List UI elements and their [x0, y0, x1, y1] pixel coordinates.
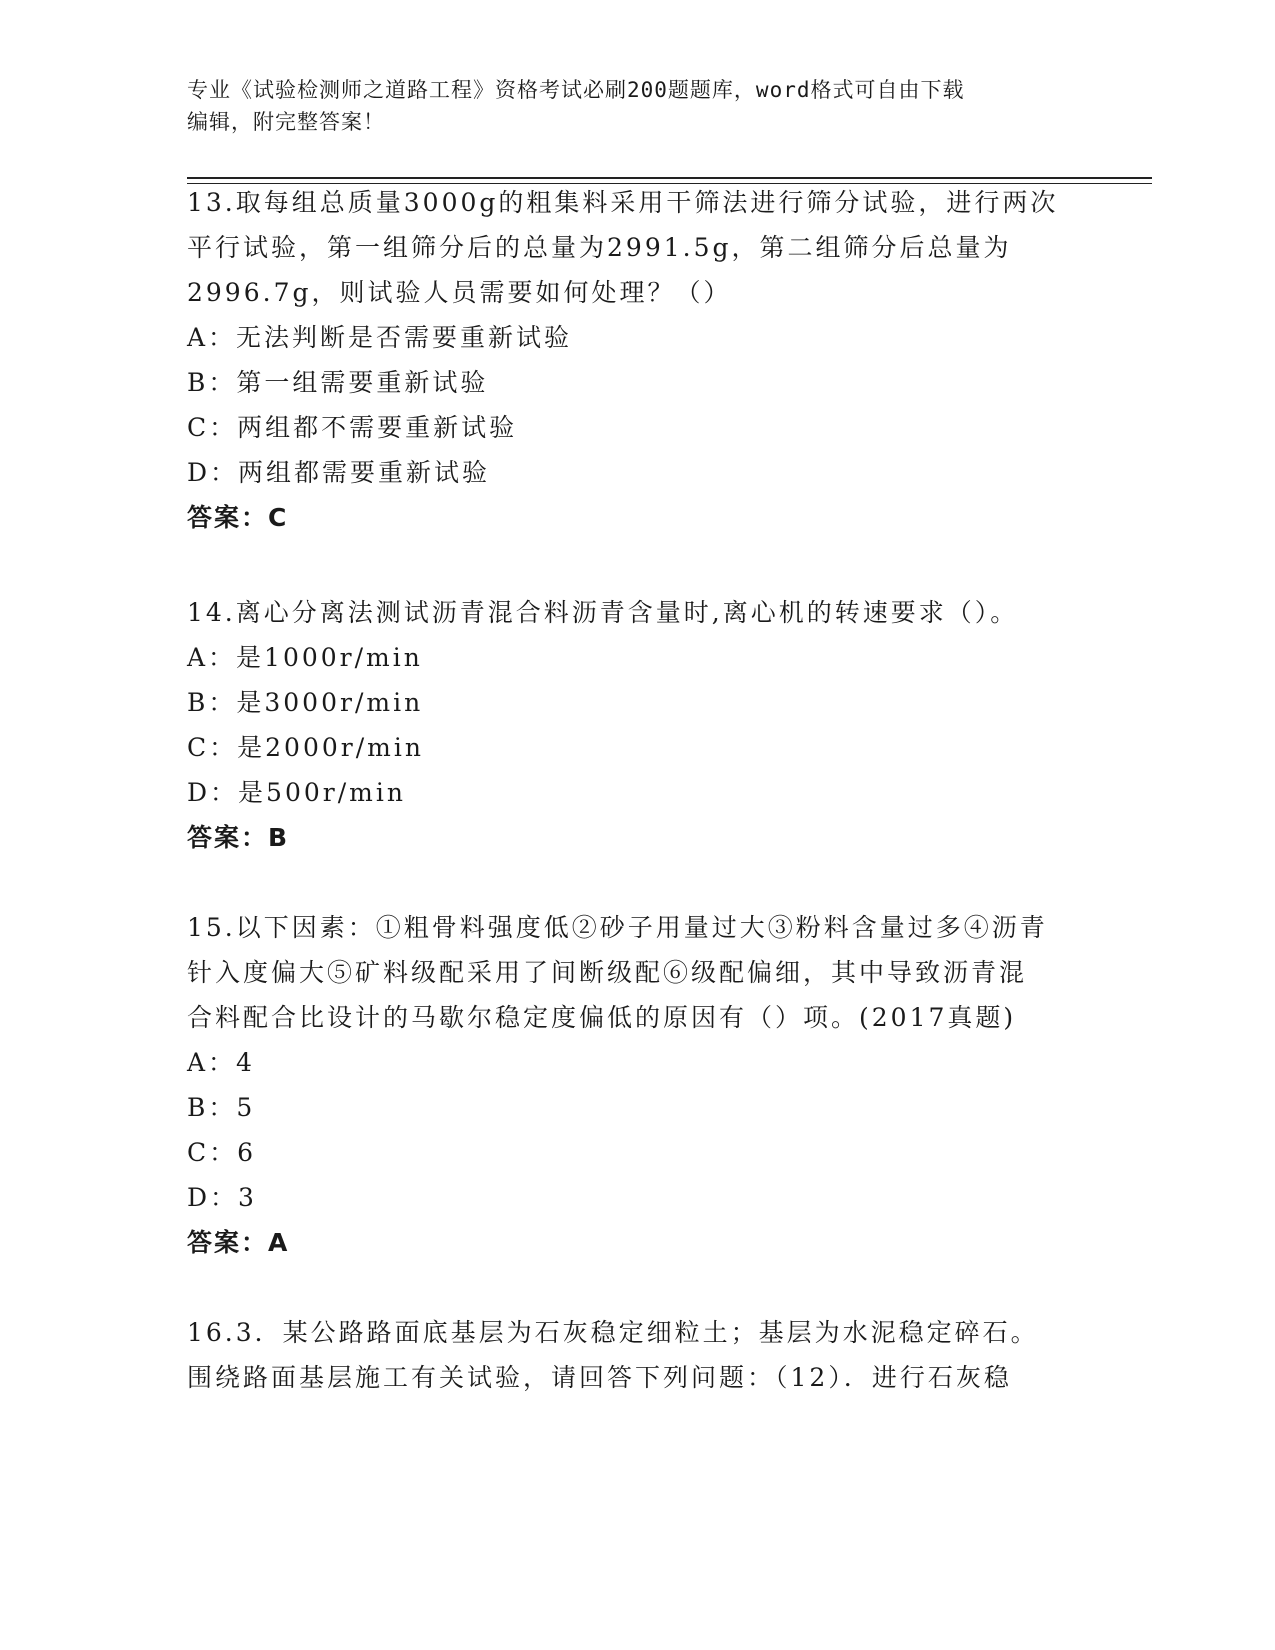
- option-a: A：是1000r/min: [187, 643, 423, 672]
- option-c: C：是2000r/min: [187, 733, 424, 762]
- question-stem-line: 围绕路面基层施工有关试验，请回答下列问题：（12）．进行石灰稳: [187, 1363, 1012, 1392]
- header-line-2: 编辑，附完整答案！: [187, 110, 385, 134]
- question-stem-line: 合料配合比设计的马歇尔稳定度偏低的原因有（）项。(2017真题): [187, 1003, 1017, 1032]
- option-b: B：第一组需要重新试验: [187, 368, 489, 397]
- option-b: B：5: [187, 1093, 256, 1122]
- question-stem-line: 14.离心分离法测试沥青混合料沥青含量时,离心机的转速要求（）。: [187, 598, 1019, 627]
- question-stem-line: 针入度偏大⑤矿料级配采用了间断级配⑥级配偏细，其中导致沥青混: [187, 958, 1028, 987]
- header-divider-thick: [187, 177, 1152, 179]
- header-line-1: 专业《试验检测师之道路工程》资格考试必刷200题题库，word格式可自由下载: [187, 78, 965, 102]
- option-d: D：3: [187, 1183, 257, 1212]
- option-b: B：是3000r/min: [187, 688, 424, 717]
- question-stem-line: 13.取每组总质量3000g的粗集料采用干筛法进行筛分试验，进行两次: [187, 188, 1059, 217]
- option-a: A：4: [187, 1048, 255, 1077]
- question-stem-line: 15.以下因素：①粗骨料强度低②砂子用量过大③粉料含量过多④沥青: [187, 913, 1048, 942]
- option-d: D：是500r/min: [187, 778, 406, 807]
- question-15: [187, 905, 1087, 1265]
- option-c: C：6: [187, 1138, 257, 1167]
- question-13: [187, 180, 1087, 540]
- question-14: [187, 590, 1087, 860]
- question-stem-line: 16.3．某公路路面底基层为石灰稳定细粒土；基层为水泥稳定碎石。: [187, 1318, 1039, 1347]
- answer-label: 答案：A: [187, 1228, 290, 1257]
- question-stem-line: 平行试验，第一组筛分后的总量为2991.5g，第二组筛分后总量为: [187, 233, 1012, 262]
- option-a: A：无法判断是否需要重新试验: [187, 323, 573, 352]
- answer-label: 答案：C: [187, 503, 289, 532]
- option-d: D：两组都需要重新试验: [187, 458, 491, 487]
- document-header: [187, 74, 1067, 138]
- question-16: [187, 1310, 1087, 1400]
- option-c: C：两组都不需要重新试验: [187, 413, 518, 442]
- answer-label: 答案：B: [187, 823, 290, 852]
- question-stem-line: 2996.7g，则试验人员需要如何处理？（）: [187, 278, 732, 307]
